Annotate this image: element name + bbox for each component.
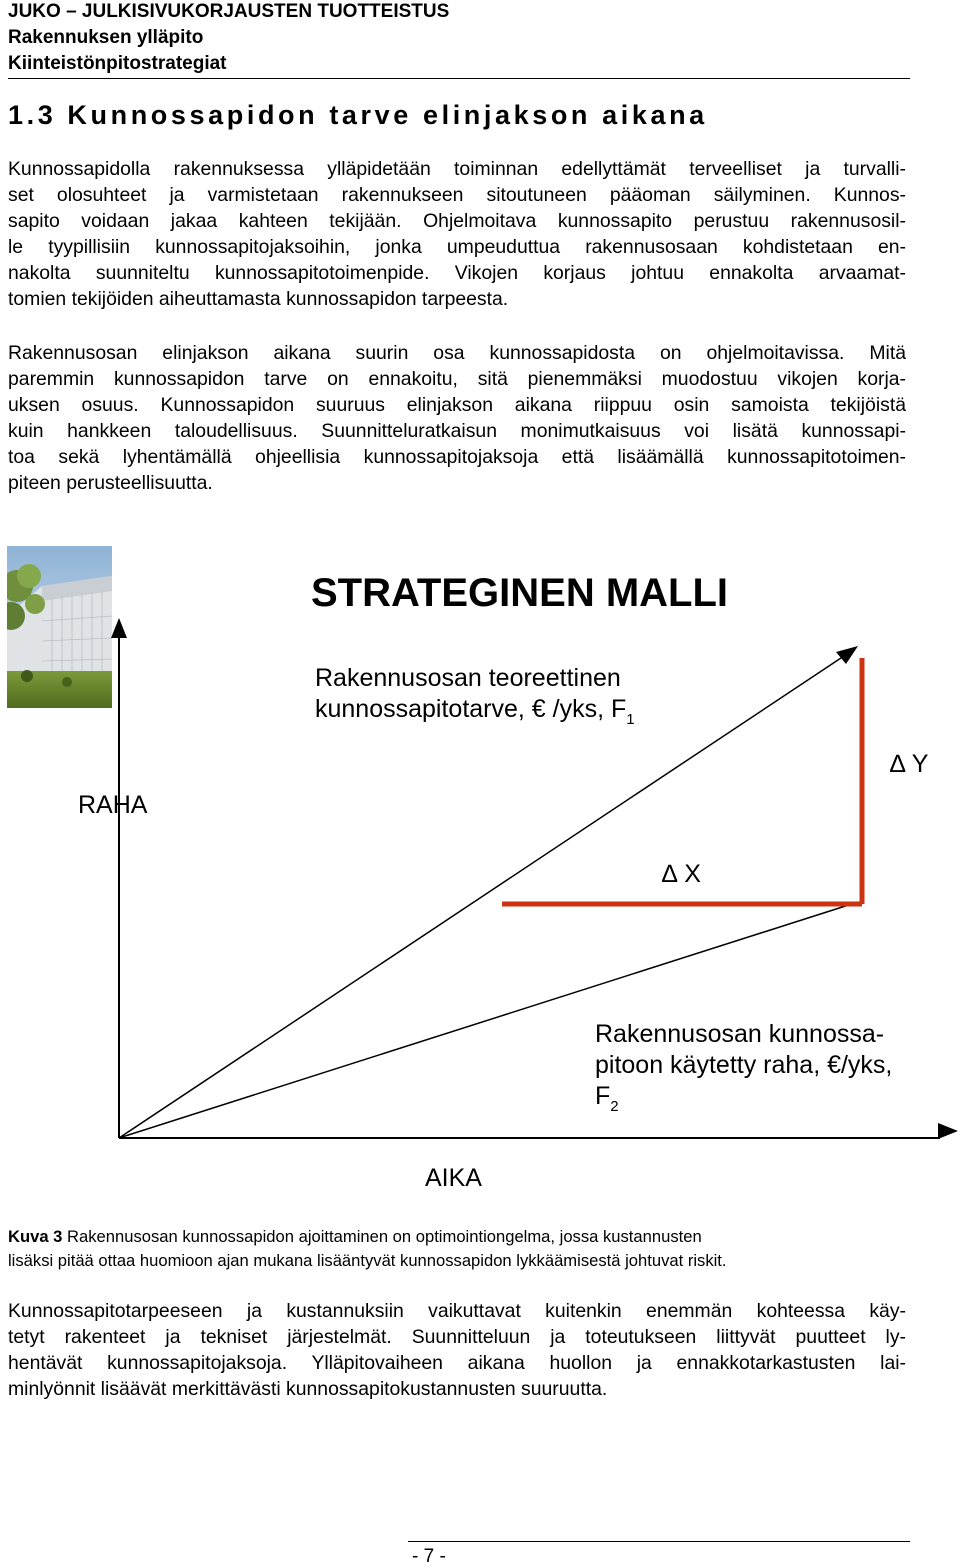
f1-arrowhead	[836, 646, 858, 664]
paragraph-line: nakolta suunniteltu kunnossapitotoimenpide. Vikojen korjaus johtuu ennakolta arvaamat-	[8, 262, 906, 284]
x-axis-arrowhead	[938, 1123, 958, 1139]
header-line-3: Kiinteistönpitostrategiat	[8, 53, 227, 74]
paragraph-line: sapito voidaan jakaa kahteen tekijään. Ohjelmoitava kunnossapito perustuu rakennusosil-	[8, 210, 906, 232]
paragraph-line: piteen perusteellisuutta.	[8, 472, 213, 494]
f1-label-line-2	[315, 695, 635, 728]
paragraph-line: Kunnossapitotarpeeseen ja kustannuksiin vaikuttavat kuitenkin enemmän kohteessa käy-	[8, 1300, 906, 1322]
strategic-model-diagram	[0, 540, 960, 1200]
paragraph-2	[8, 340, 906, 496]
f2-label-subscript: 2	[610, 1098, 619, 1115]
paragraph-line: le tyypillisiin kunnossapitojaksoihin, jonka umpeuduttua rakennusosaan kohdistetaan en-	[8, 236, 906, 258]
paragraph-line: kuin hankkeen taloudellisuus. Suunnitteluratkaisun monimutkaisuus voi lisätä kunnossapi-	[8, 420, 906, 442]
section-title: 1.3 Kunnossapidon tarve elinjakson aikana	[8, 100, 708, 130]
figure-title: STRATEGINEN MALLI	[311, 571, 729, 615]
paragraph-line: paremmin kunnossapidon tarve on ennakoitu, sitä pienemmäksi muodostuu vikojen korja-	[8, 368, 906, 390]
figure-caption	[8, 1225, 906, 1273]
paragraph-line: hentävät kunnossapitojaksoja. Ylläpitovaiheen aikana huollon ja ennakkotarkastusten lai-	[8, 1352, 906, 1374]
f1-label-text: kunnossapitotarve, € /yks, F	[315, 695, 627, 723]
f2-label-line-1: Rakennusosan kunnossa-	[595, 1020, 885, 1048]
page-number: - 7 -	[412, 1546, 446, 1567]
f1-label-line-1: Rakennusosan teoreettinen	[315, 664, 621, 692]
f2-label-line-3	[595, 1082, 619, 1115]
paragraph-line: toa sekä lyhentämällä ohjeellisia kunnossapitojaksoja että lisäämällä kunnossapitotoimen-	[8, 446, 906, 468]
paragraph-line: set olosuhteet ja varmistetaan rakennukseen sitoutuneen pääoman säilyminen. Kunnos-	[8, 184, 906, 206]
paragraph-line: tomien tekijöiden aiheuttamasta kunnossapidon tarpeesta.	[8, 288, 509, 310]
paragraph-line: minlyönnit lisäävät merkittävästi kunnossapitokustannusten suuruutta.	[8, 1378, 608, 1400]
f2-label-line-2: pitoon käytetty raha, €/yks,	[595, 1051, 893, 1079]
f1-label-subscript: 1	[626, 711, 635, 728]
paragraph-line: Rakennusosan elinjakson aikana suurin osa kunnossapidosta on ohjelmoitavissa. Mitä	[8, 342, 906, 364]
header-line-1: JUKO – JULKISIVUKORJAUSTEN TUOTTEISTUS	[8, 1, 450, 22]
header-line-2: Rakennuksen ylläpito	[8, 27, 204, 48]
aika-label: AIKA	[425, 1164, 482, 1192]
paragraph-1	[8, 156, 906, 312]
caption-text-1: Rakennusosan kunnossapidon ajoittaminen on optimointiongelma, jossa kustannusten	[62, 1227, 702, 1246]
caption-line-2: lisäksi pitää ottaa huomioon ajan mukana lisääntyvät kunnossapidon lykkäämisestä johtuvat riskit.	[8, 1251, 727, 1270]
footer-rule	[408, 1541, 910, 1542]
paragraph-3	[8, 1298, 906, 1402]
delta-y-label: ∆ Y	[890, 750, 929, 778]
paragraph-line: Kunnossapidolla rakennuksessa ylläpidetään toiminnan edellyttämät terveelliset ja turvalli-	[8, 158, 906, 180]
paragraph-line: uksen osuus. Kunnossapidon suuruus elinjakson aikana riippuu osin samoista tekijöistä	[8, 394, 906, 416]
paragraph-line: tetyt rakenteet ja tekniset järjestelmät. Suunnitteluun ja toteutukseen liittyvät puutteet ly-	[8, 1326, 906, 1348]
f2-label-text: F	[595, 1082, 611, 1110]
raha-label: RAHA	[78, 791, 148, 819]
caption-line-1	[8, 1225, 906, 1249]
caption-label: Kuva 3	[8, 1227, 63, 1246]
header-rule	[8, 78, 910, 79]
y-axis-arrowhead	[111, 618, 127, 638]
delta-x-label: ∆ X	[662, 860, 701, 888]
